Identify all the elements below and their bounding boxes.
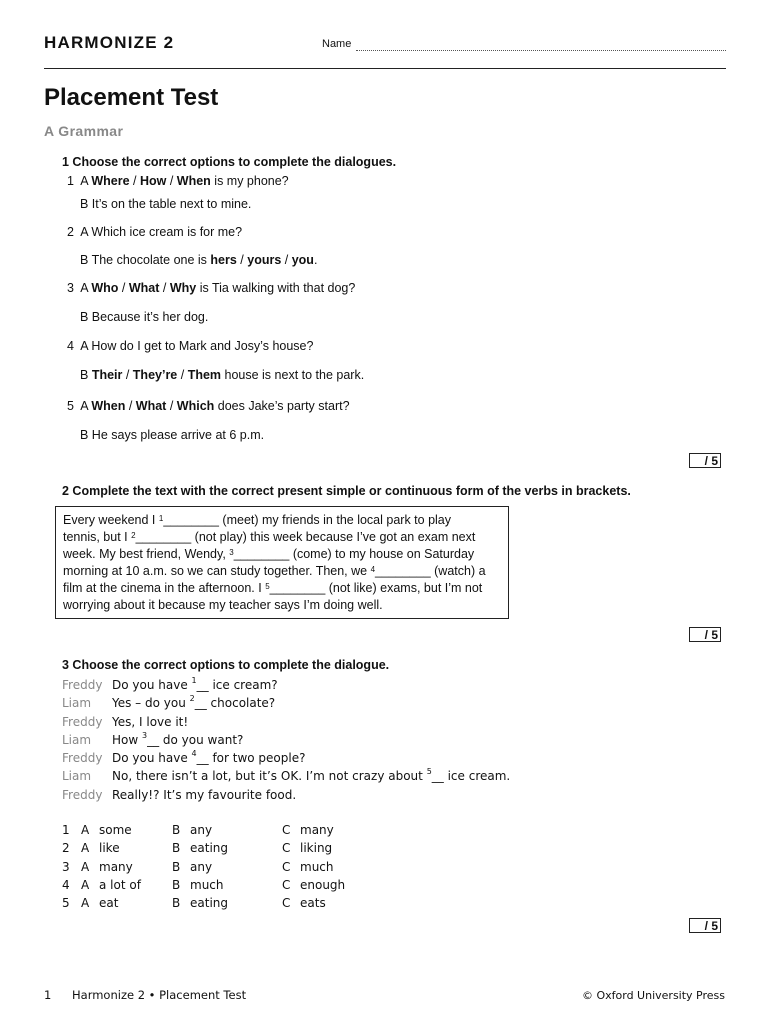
- option-row: [62, 823, 345, 841]
- option-letter: B: [172, 859, 181, 874]
- option-c: enough: [300, 877, 346, 892]
- item-number: 2: [67, 225, 74, 239]
- text-line: [63, 546, 501, 563]
- text-segment: week. My best friend, Wendy,: [63, 547, 230, 561]
- text-segment: How: [112, 732, 142, 747]
- gap-number: 1: [158, 514, 164, 523]
- question-text: A How do I get to Mark and Josy’s house?: [80, 339, 314, 353]
- option-letter: C: [282, 859, 291, 874]
- question-suffix: is Tia walking with that dog?: [196, 281, 356, 295]
- option-letter: B: [172, 823, 181, 837]
- dialogue-text: [112, 769, 510, 787]
- speaker-name: Freddy: [62, 678, 103, 692]
- text-segment: __ ice cream.: [431, 769, 511, 784]
- gap-number: 5: [265, 582, 270, 591]
- text-segment: Yes – do you: [112, 696, 190, 711]
- text-segment: Do you have: [112, 678, 192, 692]
- question-prefix: A: [80, 281, 92, 295]
- option-letter: A: [81, 823, 90, 837]
- option: Who: [91, 281, 119, 295]
- option: yours: [247, 253, 282, 267]
- option-b: eating: [190, 841, 228, 856]
- text-line: [63, 597, 501, 614]
- name-line: [356, 50, 726, 51]
- option-b: much: [190, 877, 224, 892]
- dialogue-line: [62, 788, 510, 806]
- section-heading: A Grammar: [44, 123, 124, 139]
- text-segment: __ for two people?: [196, 751, 306, 766]
- option-number: 4: [62, 877, 70, 892]
- option-b: eating: [190, 896, 228, 911]
- item-number: 5: [67, 399, 74, 413]
- dialogue: [62, 678, 510, 806]
- text-segment: ________ (not play) this week because I’ve got an exam next: [135, 530, 476, 544]
- gap-number: 2: [131, 531, 136, 540]
- ex1-item-1-question: 1 A Where / How / When is my phone?: [67, 174, 289, 188]
- gap-fill-text-box: [55, 506, 509, 619]
- item-number: 1: [67, 174, 74, 188]
- option-row: [62, 841, 345, 859]
- dialogue-line: [62, 678, 510, 696]
- score-box-2: / 5: [689, 627, 721, 642]
- text-segment: ________ (not like) exams, but I’m not: [269, 581, 483, 595]
- text-segment: Really!? It’s my favourite food.: [112, 787, 297, 802]
- answer-prefix: B: [80, 368, 92, 382]
- option-row: [62, 878, 345, 896]
- header-divider: [44, 68, 726, 69]
- option-a: like: [99, 841, 120, 856]
- ex1-item-2-answer: B The chocolate one is hers / yours / you.: [80, 253, 318, 267]
- option-c: eats: [300, 896, 326, 911]
- option: What: [135, 399, 167, 413]
- text-segment: Yes, I love it!: [112, 714, 189, 729]
- dialogue-text: [112, 730, 244, 751]
- dialogue-text: [112, 751, 305, 769]
- text-segment: Every weekend I: [63, 513, 159, 527]
- question-prefix: A: [80, 399, 92, 413]
- dialogue-line: [62, 696, 510, 714]
- exercise-3-title: 3 Choose the correct options to complete the dialogue.: [62, 658, 390, 672]
- option-c: many: [300, 823, 334, 837]
- text-segment: __ chocolate?: [194, 696, 276, 711]
- exercise-2-title: 2 Complete the text with the correct present simple or continuous form of the verbs in brackets.: [62, 484, 631, 498]
- gap-number: 3: [142, 730, 148, 740]
- question-prefix: A: [80, 174, 92, 188]
- text-line: [63, 563, 501, 580]
- option-row: [62, 860, 345, 878]
- gap-number: 4: [191, 749, 197, 759]
- option-letter: B: [172, 877, 181, 892]
- answer-suffix: house is next to the park.: [221, 368, 365, 382]
- score-box-3: / 5: [689, 918, 721, 933]
- gap-number: 5: [426, 767, 432, 777]
- text-segment: __ do you want?: [147, 732, 244, 747]
- option-a: eat: [99, 896, 119, 911]
- option-c: liking: [300, 841, 333, 856]
- option-letter: A: [81, 841, 90, 856]
- text-line: [63, 529, 501, 546]
- text-segment: Do you have: [112, 751, 192, 766]
- option: They’re: [132, 368, 178, 382]
- option: Where: [91, 174, 130, 188]
- dialogue-line: [62, 730, 510, 751]
- option: When: [176, 174, 211, 188]
- option-letter: C: [282, 823, 291, 837]
- option: What: [128, 281, 160, 295]
- option-letter: A: [81, 896, 90, 911]
- option-letter: B: [172, 841, 181, 856]
- option: How: [139, 174, 167, 188]
- option: Why: [169, 281, 197, 295]
- ex1-item-3-answer: B Because it’s her dog.: [80, 310, 209, 324]
- option-number: 2: [62, 841, 70, 856]
- gap-number: 2: [189, 694, 195, 704]
- answer-prefix: B The chocolate one is: [80, 253, 211, 267]
- text-segment: ________ (watch) a: [375, 564, 486, 578]
- gap-number: 3: [229, 548, 234, 557]
- dialogue-text: [112, 788, 296, 806]
- option-a: many: [99, 859, 133, 874]
- text-segment: tennis, but I: [63, 530, 132, 544]
- option-letter: B: [172, 896, 181, 911]
- logo: HARMONIZE 2: [44, 33, 175, 52]
- question-suffix: is my phone?: [210, 174, 289, 188]
- question-text: A Which ice cream is for me?: [80, 225, 243, 239]
- page-title: Placement Test: [44, 84, 219, 111]
- ex1-item-5-answer: B He says please arrive at 6 p.m.: [80, 428, 265, 442]
- speaker-name: Freddy: [62, 714, 103, 729]
- option: Which: [176, 399, 215, 413]
- option: Them: [187, 368, 222, 382]
- answer-suffix: .: [313, 253, 318, 267]
- option-row: [62, 896, 345, 914]
- options-table: [62, 823, 345, 914]
- exercise-1-title: 1 Choose the correct options to complete the dialogues.: [62, 155, 397, 169]
- option-number: 1: [62, 823, 70, 837]
- option-letter: C: [282, 896, 291, 911]
- option-b: any: [190, 859, 213, 874]
- name-label: Name: [322, 38, 352, 50]
- option-b: any: [190, 823, 213, 837]
- dialogue-text: [112, 715, 188, 733]
- text-segment: film at the cinema in the afternoon. I: [63, 581, 266, 595]
- text-line: [63, 580, 501, 597]
- text-segment: No, there isn’t a lot, but it’s OK. I’m not crazy about: [112, 769, 427, 784]
- option-c: much: [300, 859, 334, 874]
- speaker-name: Freddy: [62, 751, 103, 766]
- ex1-item-3-question: 3 A Who / What / Why is Tia walking with that dog?: [67, 281, 356, 295]
- copyright: © Oxford University Press: [581, 989, 725, 1002]
- score-box-1: / 5: [689, 453, 721, 468]
- speaker-name: Freddy: [62, 787, 103, 802]
- text-segment: ________ (come) to my house on Saturday: [233, 547, 475, 561]
- dialogue-line: [62, 715, 510, 733]
- text-line: [63, 512, 501, 529]
- option-a: some: [99, 823, 132, 837]
- option-letter: A: [81, 877, 90, 892]
- option: hers: [210, 253, 237, 267]
- ex1-item-4-answer: B Their / They’re / Them house is next to the park.: [80, 368, 365, 382]
- option-number: 3: [62, 859, 70, 874]
- footer-title: Harmonize 2 • Placement Test: [72, 988, 247, 1002]
- option-letter: A: [81, 859, 90, 874]
- ex1-item-1-answer: B It’s on the table next to mine.: [80, 197, 252, 211]
- option-letter: C: [282, 877, 291, 892]
- speaker-name: Liam: [62, 732, 92, 747]
- dialogue-line: [62, 751, 510, 769]
- item-number: 4: [67, 339, 74, 353]
- ex1-item-4-question: [67, 339, 313, 353]
- speaker-name: Liam: [62, 769, 92, 784]
- ex1-item-5-question: 5 A When / What / Which does Jake’s party start?: [67, 399, 350, 413]
- ex1-item-2-question: [67, 225, 242, 239]
- option-number: 5: [62, 896, 70, 911]
- option: Their: [91, 368, 123, 382]
- text-segment: worrying about it because my teacher says I’m doing well.: [63, 598, 383, 612]
- option-letter: C: [282, 841, 291, 856]
- dialogue-line: [62, 769, 510, 787]
- text-segment: morning at 10 a.m. so we can study together. Then, we: [63, 564, 371, 578]
- question-suffix: does Jake’s party start?: [214, 399, 350, 413]
- option: When: [91, 399, 126, 413]
- gap-number: 4: [370, 565, 376, 574]
- option: you: [291, 253, 314, 267]
- option-a: a lot of: [99, 877, 141, 892]
- item-number: 3: [67, 281, 74, 295]
- page-number: 1: [44, 988, 52, 1002]
- text-segment: ________ (meet) my friends in the local park to play: [163, 513, 451, 527]
- dialogue-text: [112, 696, 275, 714]
- text-segment: __ ice cream?: [196, 678, 278, 692]
- gap-number: 1: [191, 676, 197, 685]
- speaker-name: Liam: [62, 696, 92, 711]
